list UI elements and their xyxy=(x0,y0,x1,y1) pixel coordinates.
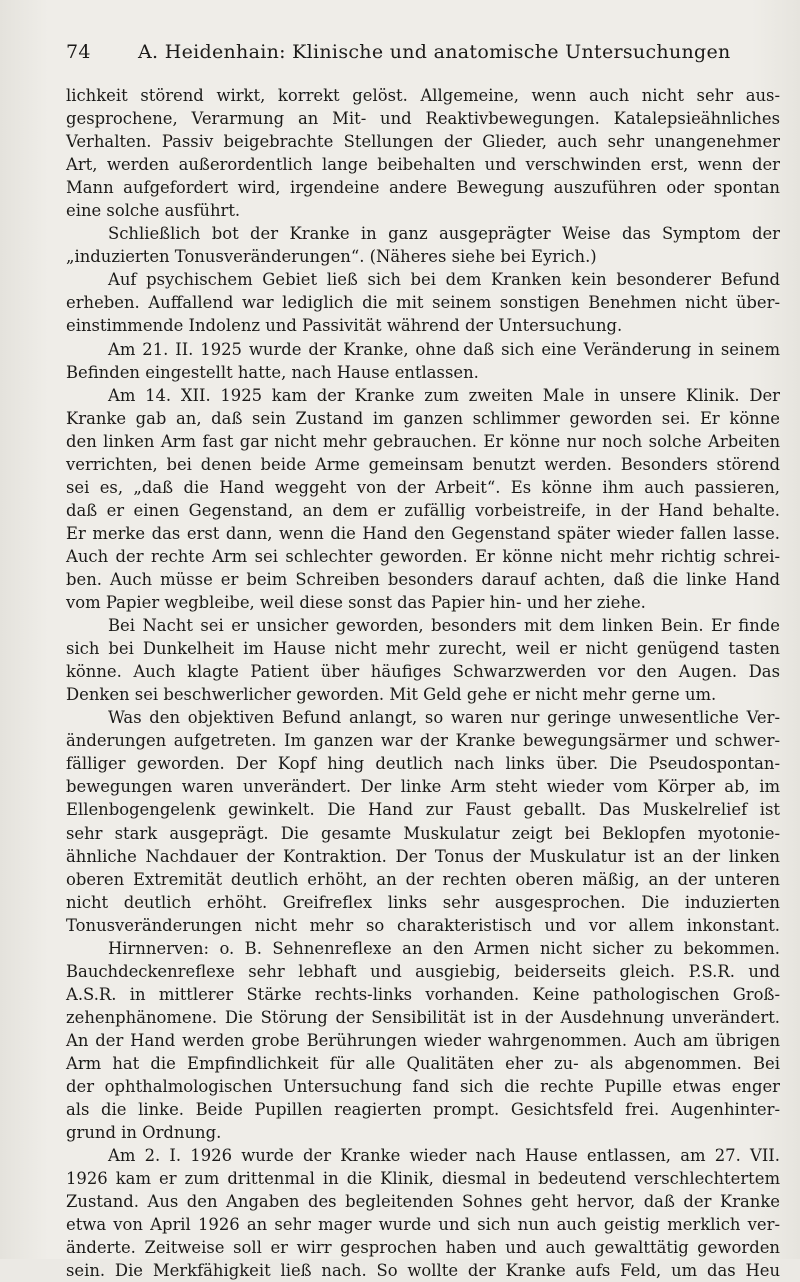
text-line: ähnliche Nachdauer der Kontraktion. Der Tonus der Muskulatur ist an der linken xyxy=(66,846,780,866)
text-line: verrichten, bei denen beide Arme gemeinsam benutzt werden. Besonders störend xyxy=(66,454,780,474)
text-line: Mann aufgefordert wird, irgendeine andere Bewegung auszuführen oder spontan xyxy=(66,178,780,198)
text-line: Verhalten. Passiv beigebrachte Stellungen der Glieder, auch sehr unangenehmer xyxy=(66,132,780,152)
text-line: der ophthalmologischen Untersuchung fand sich die rechte Pupille etwas enger xyxy=(66,1077,780,1097)
text-line: „induzierten Tonusveränderungen“. (Näheres siehe bei Eyrich.) xyxy=(66,247,597,267)
text-line: Hirnnerven: o. B. Sehnenreflexe an den Armen nicht sicher zu bekommen. xyxy=(108,938,780,958)
text-line: Bei Nacht sei er unsicher geworden, besonders mit dem linken Bein. Er finde xyxy=(108,616,780,636)
text-line: lichkeit störend wirkt, korrekt gelöst. Allgemeine, wenn auch nicht sehr aus- xyxy=(66,86,780,105)
text-line: nicht deutlich erhöht. Greifreflex links sehr ausgesprochen. Die induzierten xyxy=(66,892,780,912)
text-line: Am 14. XII. 1925 kam der Kranke zum zweiten Male in unsere Klinik. Der xyxy=(108,385,780,405)
text-line: Zustand. Aus den Angaben des begleitenden Sohnes geht hervor, daß der Kranke xyxy=(66,1192,780,1212)
text-line: etwa von April 1926 an sehr mager wurde und sich nun auch geistig merklich ver- xyxy=(66,1215,780,1235)
text-line: Bauchdeckenreflexe sehr lebhaft und ausgiebig, beiderseits gleich. P.S.R. und xyxy=(66,961,780,981)
text-line: Schließlich bot der Kranke in ganz ausgeprägter Weise das Symptom der xyxy=(108,224,780,244)
text-line: Was den objektiven Befund anlangt, so waren nur geringe unwesentliche Ver- xyxy=(108,708,780,728)
text-line: als die linke. Beide Pupillen reagierten prompt. Gesichtsfeld frei. Augenhinter- xyxy=(66,1100,780,1120)
text-line: Auf psychischem Gebiet ließ sich bei dem Kranken kein besonderer Befund xyxy=(108,270,780,290)
page-number: 74 xyxy=(66,41,91,63)
text-line: sein. Die Merkfähigkeit ließ nach. So wollte der Kranke aufs Feld, um das Heu xyxy=(66,1261,780,1281)
text-line: sehr stark ausgeprägt. Die gesamte Muskulatur zeigt bei Beklopfen myotonie- xyxy=(66,823,780,843)
text-line: ben. Auch müsse er beim Schreiben besonders darauf achten, daß die linke Hand xyxy=(66,569,780,589)
text-line: An der Hand werden grobe Berührungen wieder wahrgenommen. Auch am übrigen xyxy=(66,1030,780,1050)
text-line: Kranke gab an, daß sein Zustand im ganzen schlimmer geworden sei. Er könne xyxy=(66,408,780,428)
text-line: grund in Ordnung. xyxy=(66,1123,222,1143)
running-header xyxy=(66,41,766,63)
text-line: A.S.R. in mittlerer Stärke rechts-links vorhanden. Keine pathologischen Groß- xyxy=(66,984,780,1004)
text-line: 1926 kam er zum drittenmal in die Klinik, diesmal in bedeutend verschlechtertem xyxy=(66,1169,780,1189)
text-line: Ellenbogengelenk gewinkelt. Die Hand zur Faust geballt. Das Muskelrelief ist xyxy=(66,800,780,820)
text-line: sei es, „daß die Hand weggeht von der Arbeit“. Es könne ihm auch passieren, xyxy=(66,477,780,497)
text-line: bewegungen waren unverändert. Der linke Arm steht wieder vom Körper ab, im xyxy=(66,777,780,797)
text-line: Tonusveränderungen nicht mehr so charakteristisch und vor allem inkonstant. xyxy=(66,915,780,935)
text-line: änderte. Zeitweise soll er wirr gesprochen haben und auch gewalttätig geworden xyxy=(66,1238,780,1258)
text-line: Am 2. I. 1926 wurde der Kranke wieder nach Hause entlassen, am 27. VII. xyxy=(108,1146,780,1166)
text-line: Am 21. II. 1925 wurde der Kranke, ohne daß sich eine Veränderung in seinem xyxy=(108,339,780,359)
text-line: änderungen aufgetreten. Im ganzen war der Kranke bewegungsärmer und schwer- xyxy=(66,731,780,751)
text-line: Arm hat die Empfindlichkeit für alle Qualitäten eher zu- als abgenommen. Bei xyxy=(66,1053,780,1073)
text-line: Art, werden außerordentlich lange beibehalten und verschwinden erst, wenn der xyxy=(66,155,780,175)
text-line: Befinden eingestellt hatte, nach Hause entlassen. xyxy=(66,362,479,382)
text-line: Denken sei beschwerlicher geworden. Mit Geld gehe er nicht mehr gerne um. xyxy=(66,685,717,705)
text-line: könne. Auch klagte Patient über häufiges Schwarzwerden vor den Augen. Das xyxy=(66,662,780,682)
body-text xyxy=(66,84,780,1282)
text-line: sich bei Dunkelheit im Hause nicht mehr zurecht, weil er nicht genügend tasten xyxy=(66,639,780,659)
text-line: vom Papier wegbleibe, weil diese sonst das Papier hin- und her ziehe. xyxy=(66,593,646,613)
text-line: fälliger geworden. Der Kopf hing deutlich nach links über. Die Pseudospontan- xyxy=(66,754,780,774)
text-line: gesprochene, Verarmung an Mit- und Reaktivbewegungen. Katalepsieähnliches xyxy=(66,109,780,129)
text-line: erheben. Auffallend war lediglich die mit seinem sonstigen Benehmen nicht über- xyxy=(66,293,780,313)
text-line: Er merke das erst dann, wenn die Hand den Gegenstand später wieder fallen lasse. xyxy=(66,523,780,543)
text-line: einstimmende Indolenz und Passivität während der Untersuchung. xyxy=(66,316,623,336)
text-line: Auch der rechte Arm sei schlechter geworden. Er könne nicht mehr richtig schrei- xyxy=(66,546,780,566)
text-line: eine solche ausführt. xyxy=(66,201,241,221)
text-line: den linken Arm fast gar nicht mehr gebrauchen. Er könne nur noch solche Arbeiten xyxy=(66,431,780,451)
text-line: daß er einen Gegenstand, an dem er zufällig vorbeistreife, in der Hand behalte. xyxy=(66,500,780,520)
text-line: oberen Extremität deutlich erhöht, an der rechten oberen mäßig, an der unteren xyxy=(66,869,780,889)
running-title: A. Heidenhain: Klinische und anatomische Untersuchungen xyxy=(138,41,731,63)
text-line: zehenphänomene. Die Störung der Sensibilität ist in der Ausdehnung unverändert. xyxy=(66,1007,780,1027)
